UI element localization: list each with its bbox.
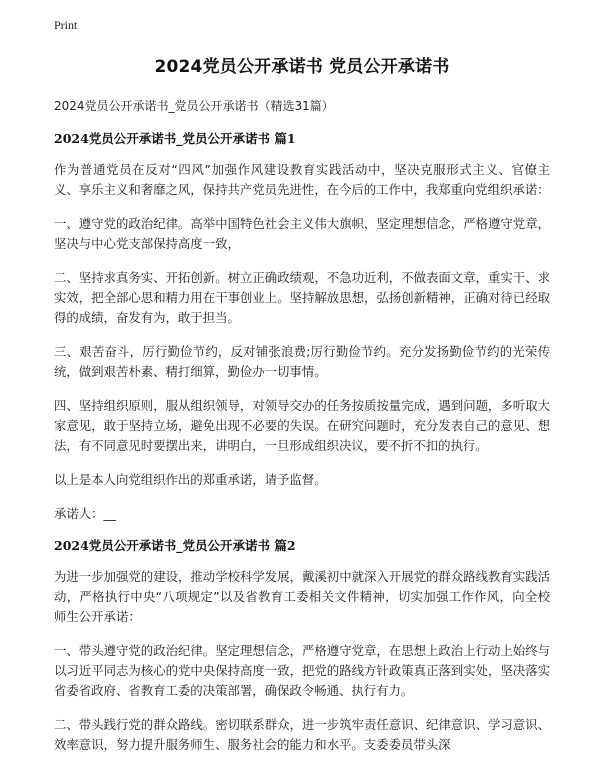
paragraph: 三、艰苦奋斗，厉行勤俭节约，反对铺张浪费;厉行勤俭节约。充分发扬勤俭节约的光荣传统，做到艰苦朴素、精打细算，勤俭办一切事情。 — [54, 344, 550, 379]
section-heading: 2024党员公开承诺书_党员公开承诺书 篇2 — [54, 538, 296, 553]
section-2 — [54, 536, 550, 755]
section-heading: 2024党员公开承诺书_党员公开承诺书 篇1 — [54, 131, 296, 146]
document-subtitle: 2024党员公开承诺书_党员公开承诺书（精选31篇） — [54, 99, 334, 113]
paragraph: 一、遵守党的政治纪律。高举中国特色社会主义伟大旗帜，坚定理想信念，严格遵守党章，坚决与中心党支部保持高度一致， — [54, 216, 550, 251]
paragraph: 二、带头践行党的群众路线。密切联系群众，进一步筑牢责任意识、纪律意识、学习意识、效率意识，努力提升服务师生、服务社会的能力和水平。支委委员带头深 — [54, 717, 550, 752]
paragraph: 以上是本人向党组织作出的郑重承诺，请予监督。 — [54, 472, 327, 487]
paragraph: 四、坚持组织原则，服从组织领导，对领导交办的任务按质按量完成，遇到问题，多听取大家意见，敢于坚持立场，避免出现不必要的失误。在研究问题时，充分发表自己的意见、想法，有不同意见时要摆出来，讲明白，一旦形成组织决议，要不折不扣的执行。 — [54, 398, 550, 453]
paragraph: 为进一步加强党的建设，推动学校科学发展，戴溪初中就深入开展党的群众路线教育实践活动，严格执行中央“八项规定”以及省教育工委相关文件精神，切实加强工作作风，向全校师生公开承诺： — [54, 569, 550, 624]
signature-line: 承诺人：__ — [54, 506, 116, 521]
document — [54, 52, 550, 769]
paragraph: 作为普通党员在反对“四风”加强作风建设教育实践活动中，坚决克服形式主义、官僚主义、享乐主义和奢靡之风，保持共产党员先进性，在今后的工作中，我郑重向党组织承诺： — [54, 162, 550, 197]
paragraph: 一、带头遵守党的政治纪律。坚定理想信念，严格遵守党章，在思想上政治上行动上始终与以习近平同志为核心的党中央保持高度一致，把党的路线方针政策真正落到实处，坚决落实省委省政府、省教育工委的决策部署，确保政令畅通、执行有力。 — [54, 643, 550, 698]
section-1 — [54, 129, 550, 522]
document-title: 2024党员公开承诺书 党员公开承诺书 — [154, 57, 450, 77]
print-link[interactable]: Print — [54, 18, 78, 32]
paragraph: 二、坚持求真务实、开拓创新。树立正确政绩观，不急功近利，不做表面文章，重实干、求实效，把全部心思和精力用在干事创业上。坚持解放思想，弘扬创新精神，正确对待已经取得的成绩，奋发有为，敢于担当。 — [54, 270, 550, 325]
